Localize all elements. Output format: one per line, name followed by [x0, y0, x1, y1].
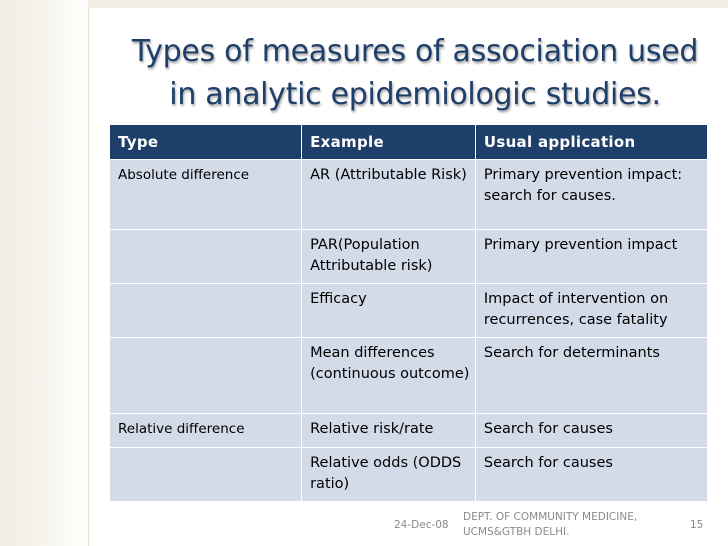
header-usual-application: Usual application — [475, 125, 707, 160]
cell-type: Absolute difference — [110, 160, 302, 230]
footer-department — [463, 510, 663, 540]
cell-type — [110, 338, 302, 414]
cell-application: Primary prevention impact — [475, 230, 707, 284]
cell-application: Impact of intervention on recurrences, case fatality — [475, 284, 707, 338]
cell-example: AR (Attributable Risk) — [302, 160, 476, 230]
cell-example: Relative odds (ODDS ratio) — [302, 448, 476, 502]
table-row — [110, 448, 708, 502]
cell-type — [110, 448, 302, 502]
left-divider-line — [88, 0, 89, 546]
table-row — [110, 338, 708, 414]
header-example: Example — [302, 125, 476, 160]
cell-application: Search for causes — [475, 414, 707, 448]
cell-application: Search for causes — [475, 448, 707, 502]
table-row — [110, 160, 708, 230]
table-header-row — [110, 125, 708, 160]
cell-example: Efficacy — [302, 284, 476, 338]
cell-type — [110, 284, 302, 338]
table-row — [110, 414, 708, 448]
cell-example: PAR(Population Attributable risk) — [302, 230, 476, 284]
footer-dept-line2: UCMS&GTBH DELHI. — [463, 526, 570, 538]
cell-type — [110, 230, 302, 284]
left-decorative-strip — [0, 0, 88, 546]
association-measures-table — [109, 124, 708, 502]
table-row — [110, 284, 708, 338]
header-type: Type — [110, 125, 302, 160]
top-decorative-band — [88, 0, 728, 8]
cell-example: Mean differences (continuous outcome) — [302, 338, 476, 414]
table-row — [110, 230, 708, 284]
cell-example: Relative risk/rate — [302, 414, 476, 448]
footer-dept-line1: DEPT. OF COMMUNITY MEDICINE, — [463, 511, 638, 523]
cell-type: Relative difference — [110, 414, 302, 448]
cell-application: Primary prevention impact: search for causes. — [475, 160, 707, 230]
page-number: 15 — [690, 519, 704, 531]
cell-application: Search for determinants — [475, 338, 707, 414]
footer-date: 24-Dec-08 — [394, 519, 449, 531]
slide-title: Types of measures of association used in analytic epidemiologic studies. — [131, 34, 699, 112]
